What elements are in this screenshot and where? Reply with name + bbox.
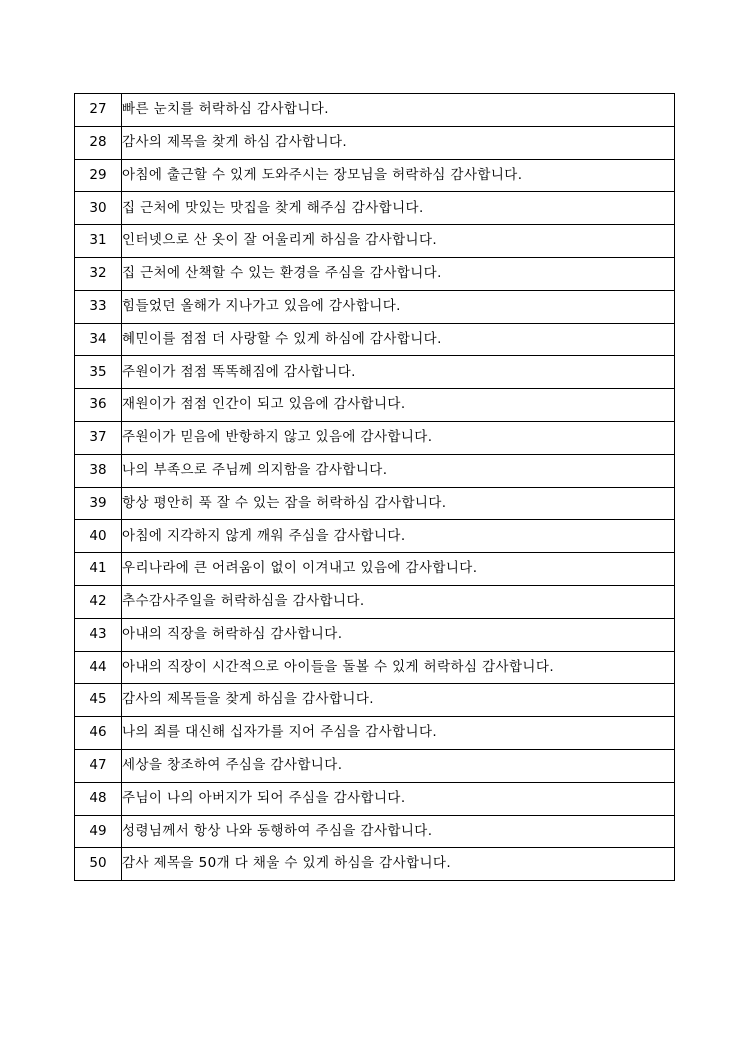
- table-row: [75, 94, 675, 127]
- row-number: 45: [75, 684, 122, 717]
- row-text: 아침에 지각하지 않게 깨워 주심을 감사합니다.: [122, 520, 675, 553]
- row-number: 41: [75, 553, 122, 586]
- table-row: [75, 323, 675, 356]
- row-number: 28: [75, 126, 122, 159]
- gratitude-table: [74, 93, 675, 881]
- row-number: 30: [75, 192, 122, 225]
- row-text: 감사 제목을 50개 다 채울 수 있게 하심을 감사합니다.: [122, 848, 675, 881]
- row-text: 인터넷으로 산 옷이 잘 어울리게 하심을 감사합니다.: [122, 225, 675, 258]
- table-row: [75, 356, 675, 389]
- row-text: 추수감사주일을 허락하심을 감사합니다.: [122, 585, 675, 618]
- table-row: [75, 257, 675, 290]
- row-text: 감사의 제목들을 찾게 하심을 감사합니다.: [122, 684, 675, 717]
- row-number: 35: [75, 356, 122, 389]
- row-number: 36: [75, 389, 122, 422]
- table-row: [75, 782, 675, 815]
- row-text: 주원이가 믿음에 반항하지 않고 있음에 감사합니다.: [122, 421, 675, 454]
- row-text: 힘들었던 올해가 지나가고 있음에 감사합니다.: [122, 290, 675, 323]
- table-row: [75, 454, 675, 487]
- row-number: 39: [75, 487, 122, 520]
- table-row: [75, 159, 675, 192]
- table-row: [75, 126, 675, 159]
- table-row: [75, 553, 675, 586]
- row-text: 주원이가 점점 똑똑해짐에 감사합니다.: [122, 356, 675, 389]
- row-number: 31: [75, 225, 122, 258]
- table-row: [75, 749, 675, 782]
- table-row: [75, 487, 675, 520]
- row-number: 49: [75, 815, 122, 848]
- row-number: 48: [75, 782, 122, 815]
- row-text: 성령님께서 항상 나와 동행하여 주심을 감사합니다.: [122, 815, 675, 848]
- table-row: [75, 848, 675, 881]
- row-number: 27: [75, 94, 122, 127]
- row-text: 아내의 직장을 허락하심 감사합니다.: [122, 618, 675, 651]
- row-text: 재원이가 점점 인간이 되고 있음에 감사합니다.: [122, 389, 675, 422]
- row-text: 집 근처에 맛있는 맛집을 찾게 해주심 감사합니다.: [122, 192, 675, 225]
- row-number: 29: [75, 159, 122, 192]
- table-row: [75, 421, 675, 454]
- row-number: 44: [75, 651, 122, 684]
- row-number: 40: [75, 520, 122, 553]
- row-number: 37: [75, 421, 122, 454]
- row-text: 세상을 창조하여 주심을 감사합니다.: [122, 749, 675, 782]
- row-text: 항상 평안히 푹 잘 수 있는 잠을 허락하심 감사합니다.: [122, 487, 675, 520]
- table-row: [75, 192, 675, 225]
- table-row: [75, 651, 675, 684]
- table-row: [75, 684, 675, 717]
- table-row: [75, 815, 675, 848]
- row-number: 33: [75, 290, 122, 323]
- table-row: [75, 717, 675, 750]
- row-number: 43: [75, 618, 122, 651]
- row-text: 집 근처에 산책할 수 있는 환경을 주심을 감사합니다.: [122, 257, 675, 290]
- row-number: 47: [75, 749, 122, 782]
- row-text: 아내의 직장이 시간적으로 아이들을 돌볼 수 있게 허락하심 감사합니다.: [122, 651, 675, 684]
- row-number: 42: [75, 585, 122, 618]
- gratitude-table-body: [75, 94, 675, 881]
- row-text: 아침에 출근할 수 있게 도와주시는 장모님을 허락하심 감사합니다.: [122, 159, 675, 192]
- table-row: [75, 389, 675, 422]
- row-number: 38: [75, 454, 122, 487]
- table-row: [75, 585, 675, 618]
- table-row: [75, 520, 675, 553]
- row-number: 46: [75, 717, 122, 750]
- row-text: 혜민이를 점점 더 사랑할 수 있게 하심에 감사합니다.: [122, 323, 675, 356]
- row-text: 감사의 제목을 찾게 하심 감사합니다.: [122, 126, 675, 159]
- table-row: [75, 290, 675, 323]
- row-number: 50: [75, 848, 122, 881]
- row-text: 나의 부족으로 주님께 의지함을 감사합니다.: [122, 454, 675, 487]
- row-text: 나의 죄를 대신해 십자가를 지어 주심을 감사합니다.: [122, 717, 675, 750]
- row-text: 주님이 나의 아버지가 되어 주심을 감사합니다.: [122, 782, 675, 815]
- table-row: [75, 225, 675, 258]
- row-number: 34: [75, 323, 122, 356]
- table-row: [75, 618, 675, 651]
- row-number: 32: [75, 257, 122, 290]
- row-text: 우리나라에 큰 어려움이 없이 이겨내고 있음에 감사합니다.: [122, 553, 675, 586]
- row-text: 빠른 눈치를 허락하심 감사합니다.: [122, 94, 675, 127]
